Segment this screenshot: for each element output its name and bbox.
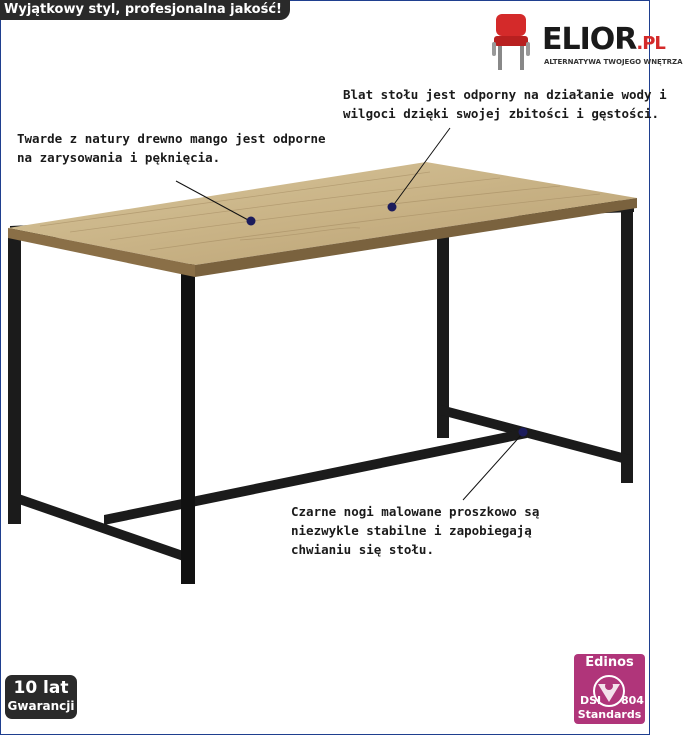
marker-left [247,217,256,226]
edinos-number: 804 [621,694,644,707]
tagline-banner: Wyjątkowy styl, profesjonalna jakość! [0,0,290,20]
front-left-leg [8,232,21,524]
edinos-brand: Edinos [585,655,634,670]
logo-subtitle: ALTERNATYWA TWOJEGO WNĘTRZA [544,58,683,66]
back-right-leg [621,205,633,483]
callout-left-text: Twarde z natury drewno mango jest odporne na zarysowania i pęknięcia. [17,131,326,165]
warranty-badge [5,675,77,719]
edinos-standards-badge [574,654,645,724]
edinos-standards-label: Standards [577,708,642,721]
marker-top [388,203,397,212]
callout-top-text: Blat stołu jest odporny na działanie wody i wilgoci dzięki swojej zbitości i gęstości. [343,87,667,121]
front-right-leg [181,264,195,584]
elior-logo[interactable] [486,10,683,76]
edinos-dsi: DSI [580,694,602,707]
chair-icon [486,12,536,74]
warranty-years: 10 lat [13,678,69,698]
logo-wordmark: ELIOR.PL [542,22,665,57]
warranty-label: Gwarancji [7,699,75,713]
callout-bottom-text: Czarne nogi malowane proszkowo są niezwykle stabilne i zapobiegają chwianiu się stołu. [291,504,540,557]
stretcher-right [441,405,630,465]
marker-bottom [519,428,528,437]
